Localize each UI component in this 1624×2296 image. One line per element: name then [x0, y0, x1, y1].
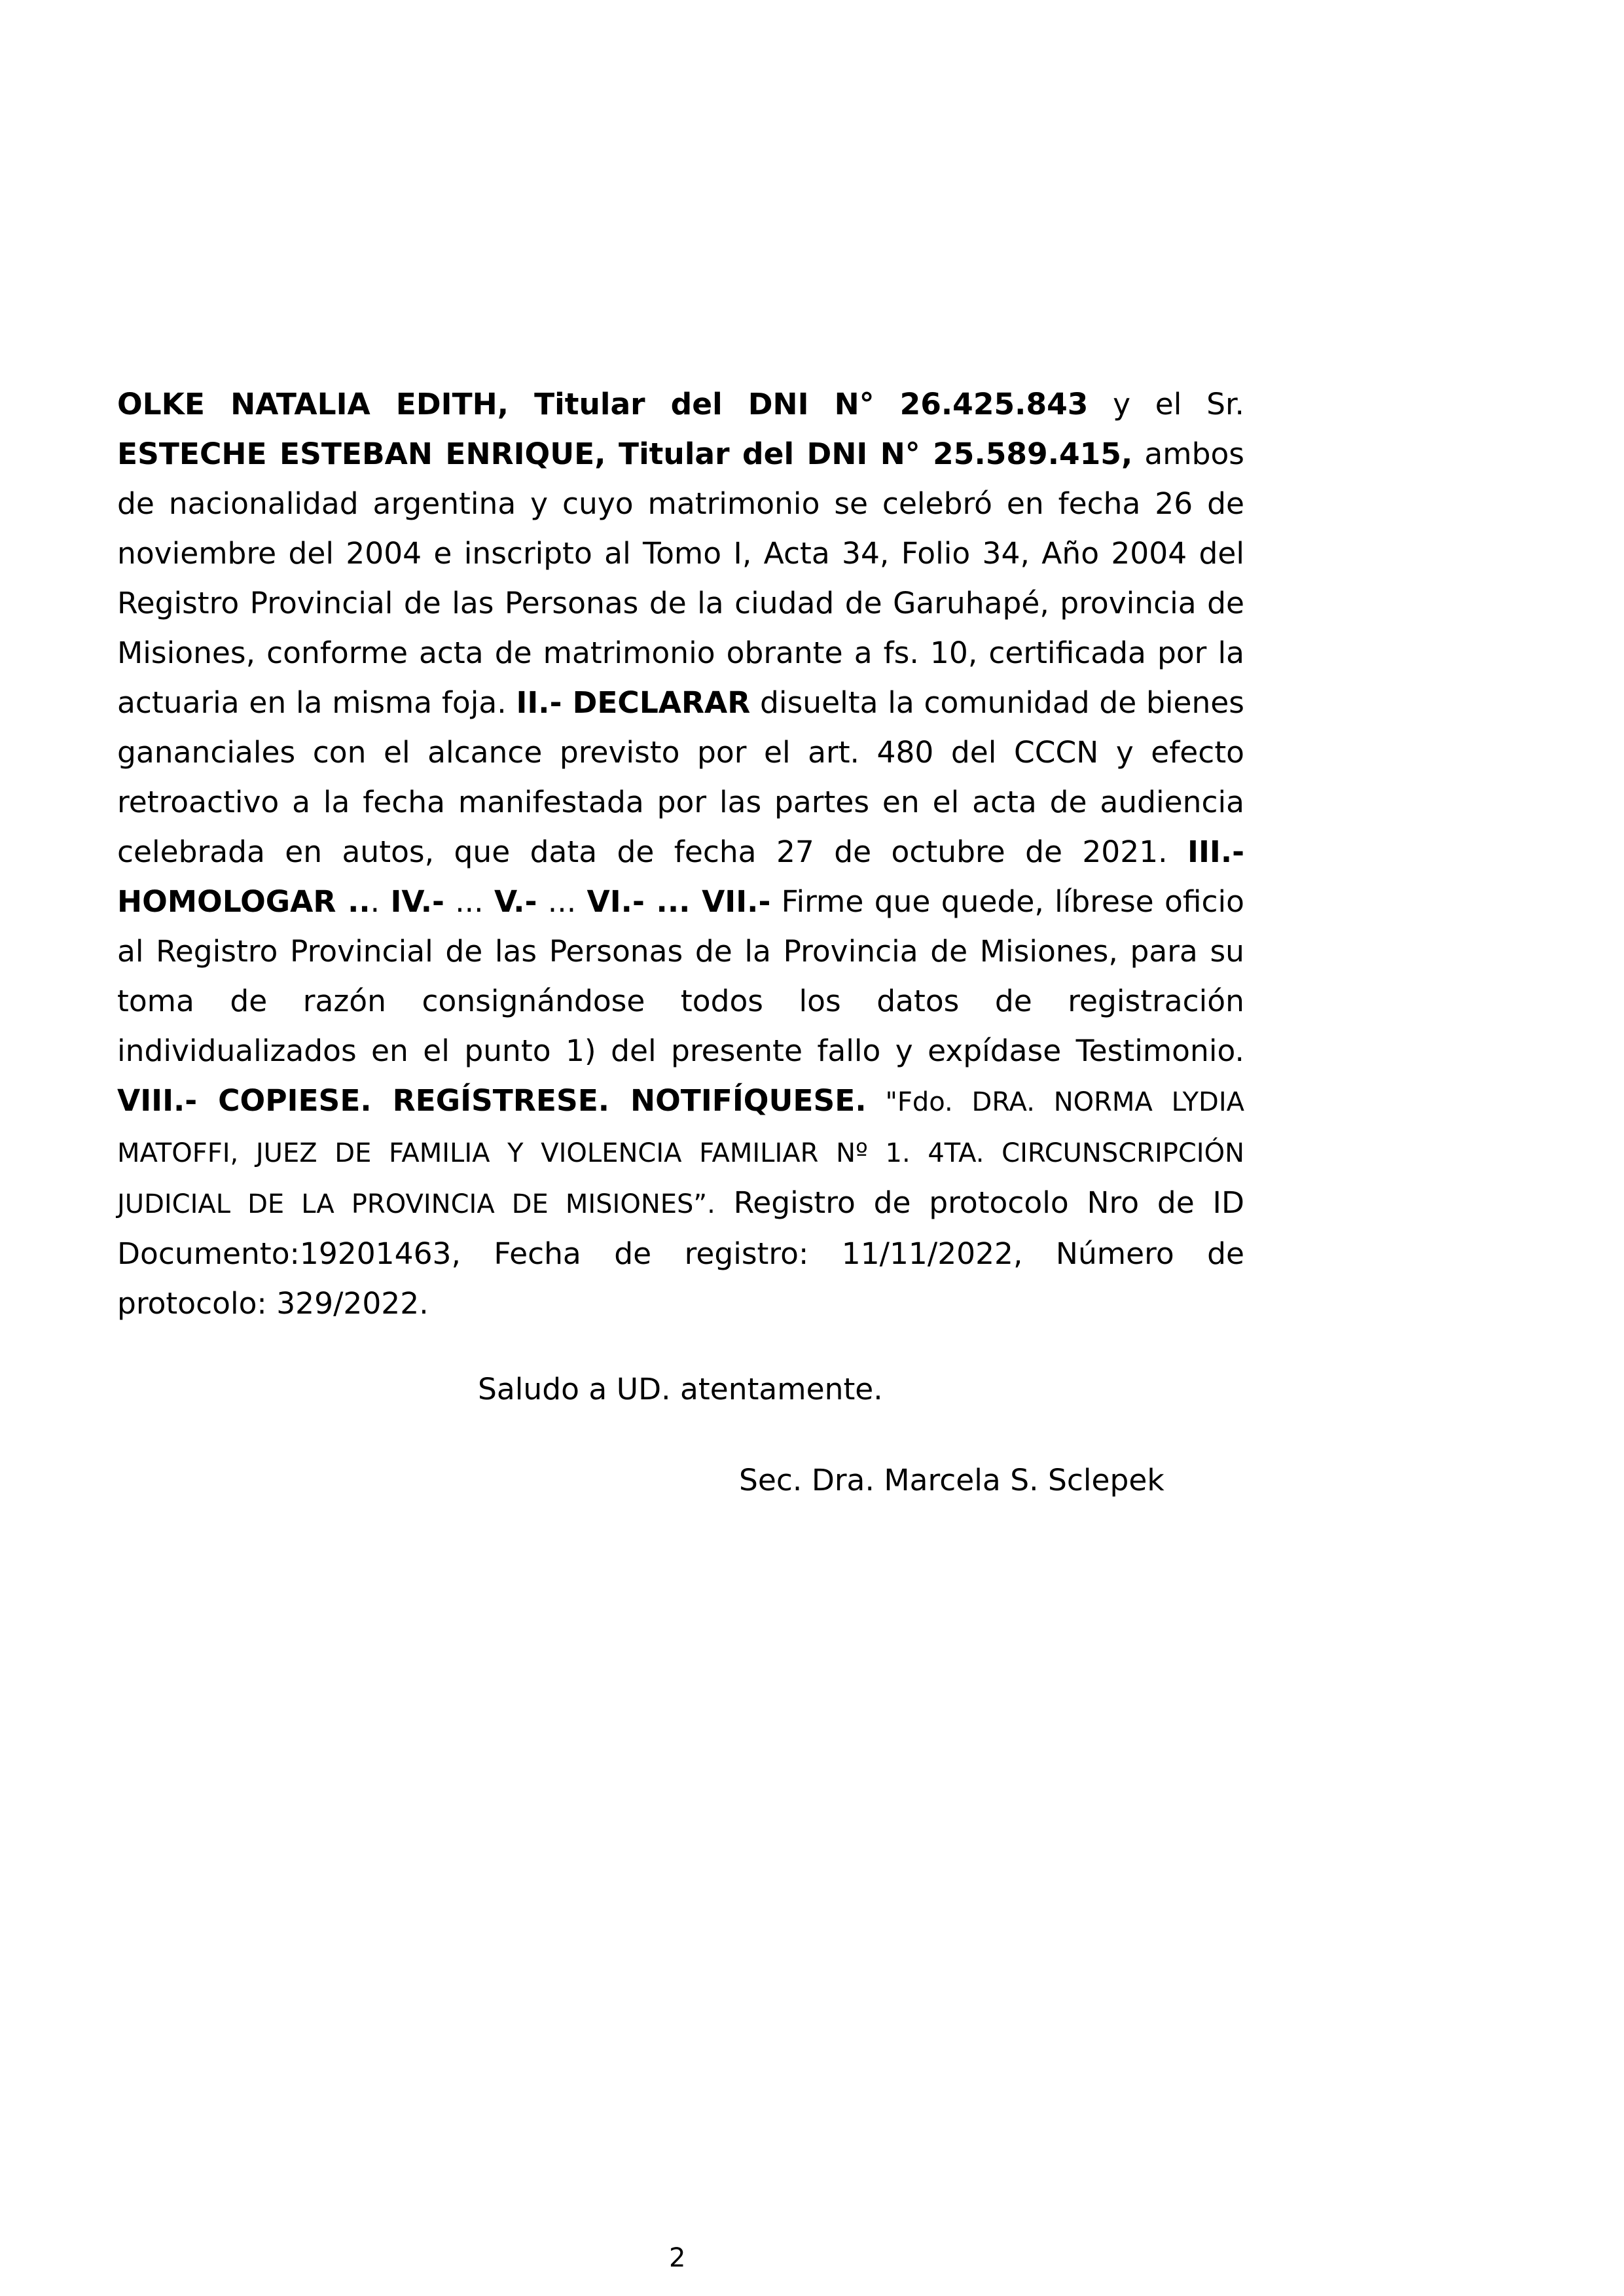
body-text-segment: . — [370, 884, 391, 919]
party-name-esteche: ESTECHE ESTEBAN ENRIQUE, Titular del DNI N° 25.589.415, — [117, 437, 1133, 471]
protocol-registration-text: Registro de protocolo Nro de ID Documento:19201463, Fecha de registro: 11/11/2022, Número de protocolo: 329/2022. — [117, 1185, 1244, 1321]
resolution-paragraph — [117, 380, 1244, 1329]
body-text-segment: ... — [537, 884, 587, 919]
party-name-olke: OLKE NATALIA EDITH, Titular del DNI N° 26.425.843 — [117, 387, 1089, 422]
body-text-segment: Firme que quede, líbrese oficio al Registro Provincial de las Personas de la Provincia de Misiones, para su toma de razón consignándose todos los datos de registración individualizados en el punto 1) del presente fallo y expídase Testimonio. — [117, 884, 1244, 1068]
body-text-segment: y el Sr. — [1088, 387, 1244, 422]
clause-iii-heading: III.- HOMOLOGAR .. — [117, 834, 1244, 919]
judge-signature-text: "Fdo. DRA. NORMA LYDIA MATOFFI, JUEZ DE FAMILIA Y VIOLENCIA FAMILIAR Nº 1. 4TA. CIRCUNSCRIPCIÓN JUDICIAL DE LA PROVINCIA DE MISIONES”. — [117, 1087, 1244, 1219]
closing-greeting: Saludo a UD. atentamente. — [478, 1372, 883, 1407]
clause-ii-heading: II.- DECLARAR — [516, 685, 751, 720]
secretary-signature: Sec. Dra. Marcela S. Sclepek — [739, 1463, 1164, 1498]
clause-v-heading: V.- — [494, 884, 537, 919]
clause-viii-heading: VIII.- COPIESE. REGÍSTRESE. NOTIFÍQUESE. — [117, 1083, 867, 1118]
body-text-segment: ... — [444, 884, 494, 919]
clause-iv-heading: IV.- — [390, 884, 444, 919]
body-text-segment: ambos de nacionalidad argentina y cuyo matrimonio se celebró en fecha 26 de noviembre del 2004 e inscripto al Tomo I, Acta 34, Folio 34, Año 2004 del Registro Provincial de las Personas de la ciudad de Garuhapé, provincia de Misiones, conforme acta de matrimonio obrante a fs. 10, certificada por la actuaria en la misma foja. — [117, 437, 1245, 720]
clause-vi-vii-heading: VI.- ... VII.- — [586, 884, 771, 919]
page-number: 2 — [669, 2243, 686, 2273]
body-text-segment: disuelta la comunidad de bienes gananciales con el alcance previsto por el art. 480 del CCCN y efecto retroactivo a la fecha manifestada por las partes en el acta de audiencia celebrada en autos, que data de fecha 27 de octubre de 2021. — [117, 685, 1244, 869]
